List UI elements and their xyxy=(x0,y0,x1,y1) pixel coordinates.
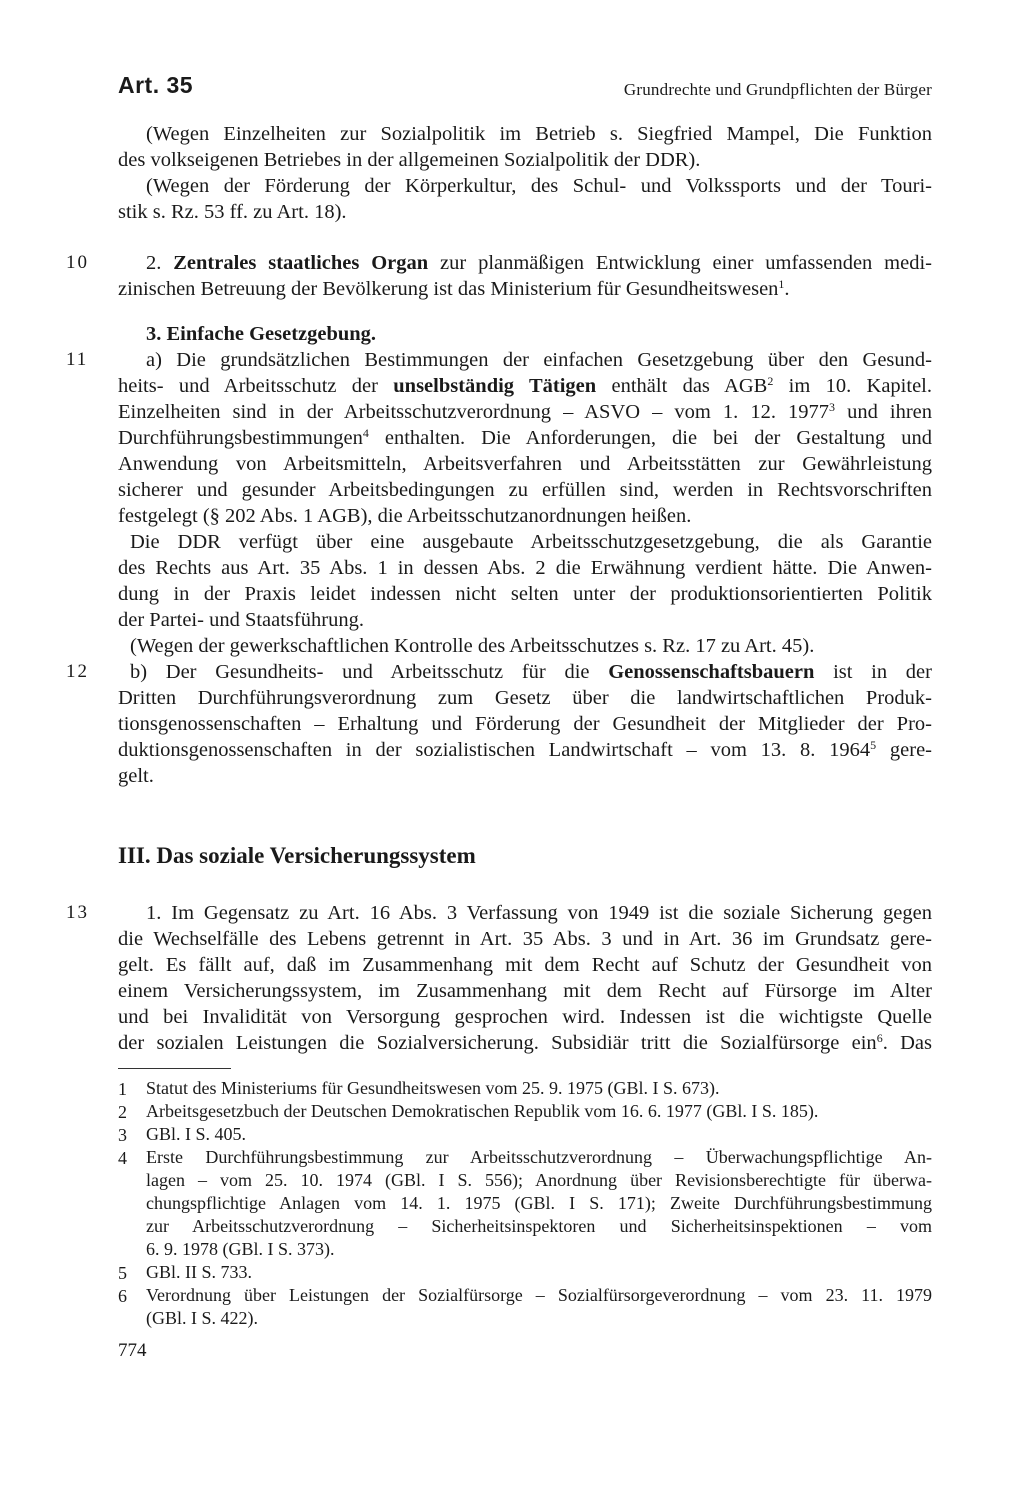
footnote-4-line-2: lagen – vom 25. 10. 1974 (GBl. I S. 556); Anordnung über Revisionsberechtigte für überwa- xyxy=(146,1170,932,1190)
p13-line-3: gelt. Es fällt auf, daß im Zusammenhang mit dem Recht auf Schutz der Gesundheit von xyxy=(118,954,932,976)
footnote-1-line-1: Statut des Ministeriums für Gesundheitswesen vom 25. 9. 1975 (GBl. I S. 673). xyxy=(146,1078,720,1098)
p10-line-2: zinischen Betreuung der Bevölkerung ist das Ministerium für Gesundheitswesen$^1$. xyxy=(118,277,790,300)
p13-line-4: einem Versicherungssystem, im Zusammenhang mit dem Recht auf Fürsorge im Alter xyxy=(118,980,932,1002)
footnote-2-line-1: Arbeitsgesetzbuch der Deutschen Demokratischen Republik vom 16. 6. 1977 (GBl. I S. 185). xyxy=(146,1101,819,1121)
margin-number-11: 11 xyxy=(66,349,89,370)
footnote-3-line-1: GBl. I S. 405. xyxy=(146,1124,247,1144)
footnote-4-line-5: 6. 9. 1978 (GBl. I S. 373). xyxy=(146,1239,335,1259)
p11-line-7: festgelegt (§ 202 Abs. 1 AGB), die Arbeitsschutzanordnungen heißen. xyxy=(118,505,692,527)
p12-line-1: b) Der Gesundheits- und Arbeitsschutz für die Genossenschaftsbauern ist in der xyxy=(130,661,932,683)
margin-number-10: 10 xyxy=(66,252,89,273)
footnote-number: 3 xyxy=(118,1125,127,1145)
p11-line-11: der Partei- und Staatsführung. xyxy=(118,609,364,631)
p11-line-9: des Rechts aus Art. 35 Abs. 1 in dessen Abs. 2 die Erwähnung verdient hätte. Die Anwen- xyxy=(118,557,932,579)
intro-line-4: stik s. Rz. 53 ff. zu Art. 18). xyxy=(118,201,347,223)
p11-line-10: dung in der Praxis leidet indessen nicht selten unter der produktionsorientierten Politik xyxy=(118,583,932,605)
p13-line-2: die Wechselfälle des Lebens getrennt in Art. 35 Abs. 3 und in Art. 36 im Grundsatz gere- xyxy=(118,928,932,950)
footnote-number: 4 xyxy=(118,1148,127,1168)
p13-line-1: 1. Im Gegensatz zu Art. 16 Abs. 3 Verfassung von 1949 ist die soziale Sicherung gegen xyxy=(146,902,932,924)
section-heading: III. Das soziale Versicherungssystem xyxy=(118,843,476,868)
p13-line-6: der sozialen Leistungen die Sozialversicherung. Subsidiär tritt die Sozialfürsorge ein$^6$. Das xyxy=(118,1031,932,1054)
p11-line-1: a) Die grundsätzlichen Bestimmungen der einfachen Gesetzgebung über den Gesund- xyxy=(146,349,932,371)
footnote-6-line-1: Verordnung über Leistungen der Sozialfürsorge – Sozialfürsorgeverordnung – vom 23. 11. 1979 xyxy=(146,1285,932,1305)
footnote-4-line-4: zur Arbeitsschutzverordnung – Sicherheitsinspektoren und Sicherheitsinspektionen – vom xyxy=(146,1216,932,1236)
footnote-5-line-1: GBl. II S. 733. xyxy=(146,1262,253,1282)
footnote-ref-6: 6 xyxy=(876,1031,883,1045)
footnote-divider xyxy=(118,1068,231,1069)
p12-line-3: tionsgenossenschaften – Erhaltung und Förderung der Gesundheit der Mitglieder der Pro- xyxy=(118,713,932,735)
footnote-number: 1 xyxy=(118,1079,127,1099)
footnote-ref-5: 5 xyxy=(870,738,877,752)
footnote-number: 2 xyxy=(118,1102,127,1122)
p11-line-2: heits- und Arbeitsschutz der unselbständig Tätigen enthält das AGB$^2$ im 10. Kapitel. xyxy=(118,374,932,397)
intro-line-1: (Wegen Einzelheiten zur Sozialpolitik im Betrieb s. Siegfried Mampel, Die Funktion xyxy=(146,123,932,145)
footnote-4-line-1: Erste Durchführungsbestimmung zur Arbeitsschutzverordnung – Überwachungspflichtige An- xyxy=(146,1147,932,1167)
p11-line-3: Einzelheiten sind in der Arbeitsschutzverordnung – ASVO – vom 1. 12. 1977$^3$ und ihren xyxy=(118,400,933,423)
footnote-ref-4: 4 xyxy=(362,426,369,440)
p11-line-4: Durchführungsbestimmungen$^4$ enthalten. Die Anforderungen, die bei der Gestaltung und xyxy=(118,426,932,449)
p12-line-4: duktionsgenossenschaften in der sozialistischen Landwirtschaft – vom 13. 8. 1964$^5$ gere- xyxy=(118,738,932,761)
p12-line-5: gelt. xyxy=(118,765,154,787)
footnote-6-line-2: (GBl. I S. 422). xyxy=(146,1308,258,1328)
margin-number-13: 13 xyxy=(66,902,89,923)
p13-line-5: und bei Invalidität von Versorgung gesprochen wird. Indessen ist die wichtigste Quelle xyxy=(118,1006,932,1028)
p11-line-6: sicherer und gesunder Arbeitsbedingungen zu erfüllen sind, werden in Rechtsvorschriften xyxy=(118,479,932,501)
p11-line-12: (Wegen der gewerkschaftlichen Kontrolle des Arbeitsschutzes s. Rz. 17 zu Art. 45). xyxy=(130,635,815,657)
footnote-ref-3: 3 xyxy=(829,400,836,414)
subheading-einfache-gesetzgebung: 3. Einfache Gesetzgebung. xyxy=(146,323,377,345)
p12-line-2: Dritten Durchführungsverordnung zum Gesetz über die landwirtschaftlichen Produk- xyxy=(118,687,932,709)
footnote-number: 5 xyxy=(118,1263,127,1283)
intro-line-2: des volkseigenen Betriebes in der allgemeinen Sozialpolitik der DDR). xyxy=(118,149,701,171)
p10-line-1: 2. Zentrales staatliches Organ zur planmäßigen Entwicklung einer umfassenden medi- xyxy=(146,252,932,274)
running-title: Grundrechte und Grundpflichten der Bürger xyxy=(623,80,932,99)
p11-line-8: Die DDR verfügt über eine ausgebaute Arbeitsschutzgesetzgebung, die als Garantie xyxy=(130,531,932,553)
p11-line-5: Anwendung von Arbeitsmitteln, Arbeitsverfahren und Arbeitsstätten zur Gewährleistung xyxy=(118,453,932,475)
footnote-number: 6 xyxy=(118,1286,127,1306)
footnote-4-line-3: chungspflichtige Anlagen vom 14. 1. 1975 (GBl. I S. 171); Zweite Durchführungsbestimmung xyxy=(146,1193,932,1213)
footnote-ref-2: 2 xyxy=(767,374,774,388)
page-number: 774 xyxy=(118,1340,147,1361)
margin-number-12: 12 xyxy=(66,661,89,682)
intro-line-3: (Wegen der Förderung der Körperkultur, des Schul- und Volkssports und der Touri- xyxy=(146,175,932,197)
footnote-ref-1: 1 xyxy=(778,277,785,291)
article-label: Art. 35 xyxy=(118,72,194,98)
